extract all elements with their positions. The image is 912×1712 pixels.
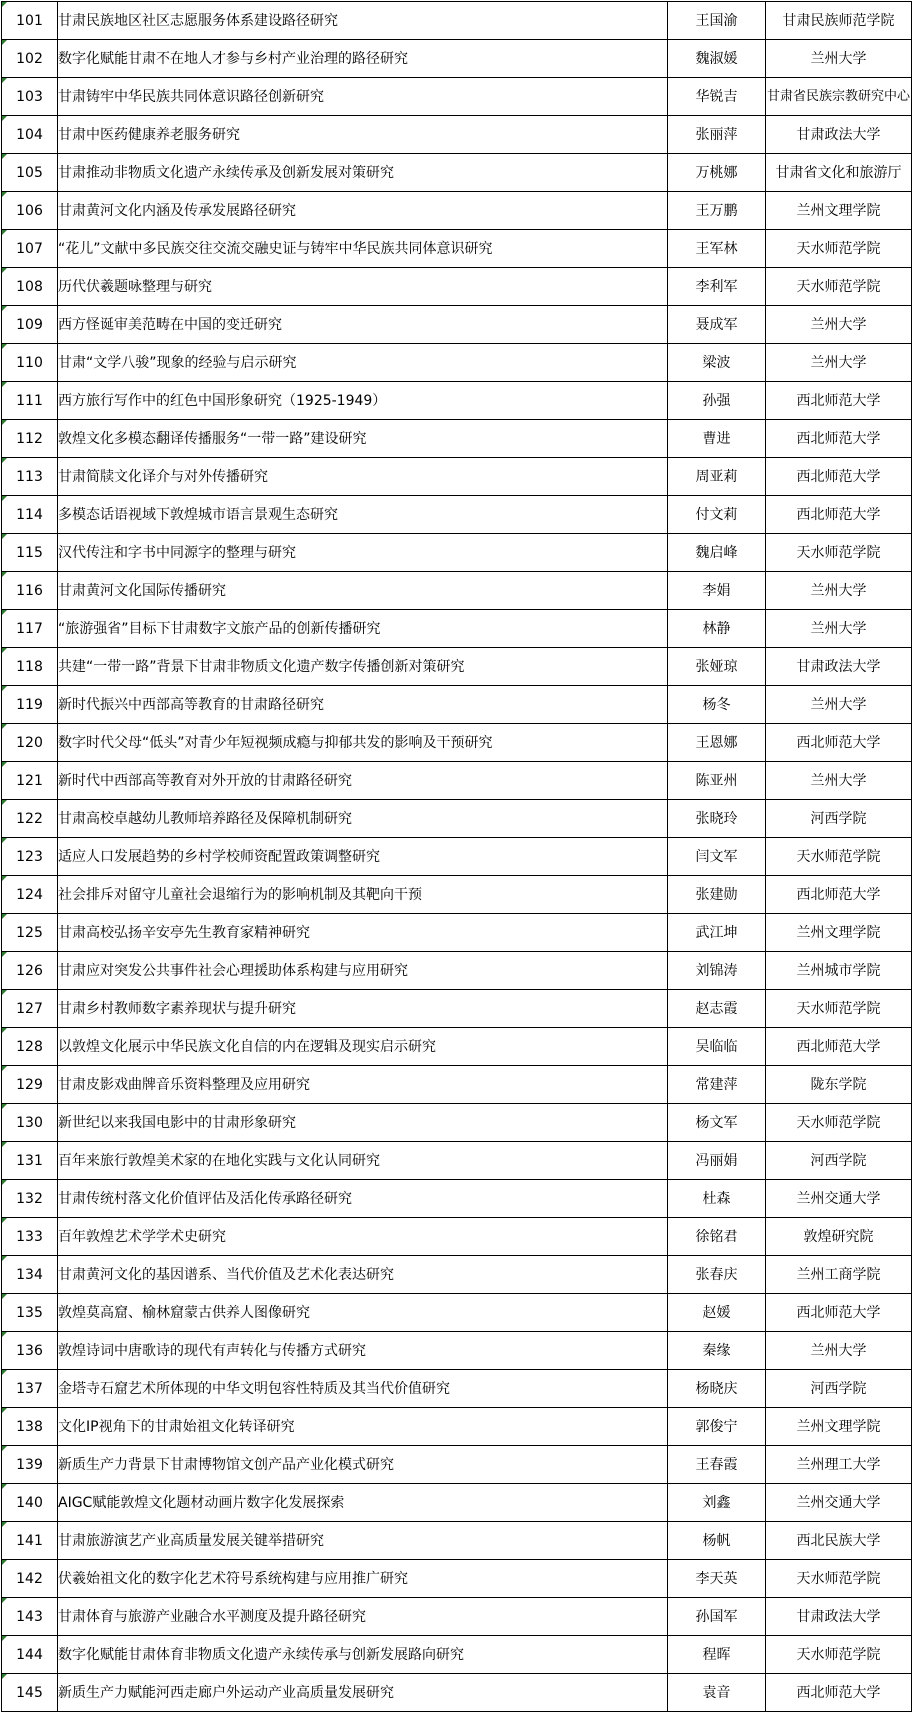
project-leader: 杨晓庆 <box>668 1370 766 1408</box>
project-leader: 张春庆 <box>668 1256 766 1294</box>
row-number: 138 <box>2 1408 58 1446</box>
project-title: 甘肃体育与旅游产业融合水平测度及提升路径研究 <box>58 1598 668 1636</box>
row-number: 104 <box>2 116 58 154</box>
affiliation: 天水师范学院 <box>766 268 912 306</box>
row-number: 132 <box>2 1180 58 1218</box>
row-number: 116 <box>2 572 58 610</box>
project-leader: 华锐吉 <box>668 78 766 116</box>
project-title: 社会排斥对留守儿童社会退缩行为的影响机制及其靶向干预 <box>58 876 668 914</box>
project-leader: 王春霞 <box>668 1446 766 1484</box>
project-leader: 张丽萍 <box>668 116 766 154</box>
row-number: 124 <box>2 876 58 914</box>
table-row <box>2 2 912 40</box>
table-row <box>2 1370 912 1408</box>
project-leader: 杨文军 <box>668 1104 766 1142</box>
project-list-table <box>1 1 912 1712</box>
row-number: 137 <box>2 1370 58 1408</box>
row-number: 108 <box>2 268 58 306</box>
table-row <box>2 1256 912 1294</box>
table-row <box>2 1180 912 1218</box>
table-row <box>2 78 912 116</box>
project-leader: 吴临临 <box>668 1028 766 1066</box>
project-leader: 王国渝 <box>668 2 766 40</box>
project-leader: 万桃娜 <box>668 154 766 192</box>
row-number: 136 <box>2 1332 58 1370</box>
project-leader: 杨冬 <box>668 686 766 724</box>
project-leader: 林静 <box>668 610 766 648</box>
row-number: 120 <box>2 724 58 762</box>
project-leader: 王恩娜 <box>668 724 766 762</box>
project-leader: 李利军 <box>668 268 766 306</box>
row-number: 113 <box>2 458 58 496</box>
affiliation: 兰州大学 <box>766 306 912 344</box>
project-title: 新时代中西部高等教育对外开放的甘肃路径研究 <box>58 762 668 800</box>
affiliation: 兰州文理学院 <box>766 192 912 230</box>
project-leader: 郭俊宁 <box>668 1408 766 1446</box>
affiliation: 敦煌研究院 <box>766 1218 912 1256</box>
project-title: 适应人口发展趋势的乡村学校师资配置政策调整研究 <box>58 838 668 876</box>
project-title: 甘肃乡村教师数字素养现状与提升研究 <box>58 990 668 1028</box>
table-row <box>2 1104 912 1142</box>
project-leader: 梁波 <box>668 344 766 382</box>
project-leader: 袁音 <box>668 1674 766 1712</box>
project-leader: 李娟 <box>668 572 766 610</box>
row-number: 145 <box>2 1674 58 1712</box>
affiliation: 西北师范大学 <box>766 724 912 762</box>
project-title: AIGC赋能敦煌文化题材动画片数字化发展探索 <box>58 1484 668 1522</box>
project-leader: 王万鹏 <box>668 192 766 230</box>
project-title: 甘肃传统村落文化价值评估及活化传承路径研究 <box>58 1180 668 1218</box>
project-title: 金塔寺石窟艺术所体现的中华文明包容性特质及其当代价值研究 <box>58 1370 668 1408</box>
affiliation: 天水师范学院 <box>766 990 912 1028</box>
table-row <box>2 420 912 458</box>
affiliation: 西北师范大学 <box>766 1028 912 1066</box>
table-row <box>2 192 912 230</box>
project-title: 伏羲始祖文化的数字化艺术符号系统构建与应用推广研究 <box>58 1560 668 1598</box>
row-number: 134 <box>2 1256 58 1294</box>
project-leader: 张建勋 <box>668 876 766 914</box>
project-title: 新世纪以来我国电影中的甘肃形象研究 <box>58 1104 668 1142</box>
project-title: 多模态话语视域下敦煌城市语言景观生态研究 <box>58 496 668 534</box>
row-number: 111 <box>2 382 58 420</box>
table-row <box>2 1484 912 1522</box>
project-leader: 常建萍 <box>668 1066 766 1104</box>
project-title: 新时代振兴中西部高等教育的甘肃路径研究 <box>58 686 668 724</box>
affiliation: 兰州大学 <box>766 572 912 610</box>
affiliation: 甘肃省民族宗教研究中心 <box>766 78 912 116</box>
affiliation: 兰州理工大学 <box>766 1446 912 1484</box>
affiliation: 天水师范学院 <box>766 534 912 572</box>
row-number: 125 <box>2 914 58 952</box>
table-row <box>2 230 912 268</box>
project-leader: 魏淑媛 <box>668 40 766 78</box>
table-row <box>2 952 912 990</box>
row-number: 130 <box>2 1104 58 1142</box>
row-number: 126 <box>2 952 58 990</box>
project-leader: 王军林 <box>668 230 766 268</box>
table-row <box>2 1560 912 1598</box>
project-title: 甘肃应对突发公共事件社会心理援助体系构建与应用研究 <box>58 952 668 990</box>
row-number: 109 <box>2 306 58 344</box>
row-number: 140 <box>2 1484 58 1522</box>
row-number: 117 <box>2 610 58 648</box>
affiliation: 天水师范学院 <box>766 230 912 268</box>
affiliation: 河西学院 <box>766 800 912 838</box>
project-title: 甘肃民族地区社区志愿服务体系建设路径研究 <box>58 2 668 40</box>
affiliation: 兰州大学 <box>766 1332 912 1370</box>
affiliation: 西北师范大学 <box>766 420 912 458</box>
table-row <box>2 610 912 648</box>
row-number: 107 <box>2 230 58 268</box>
table-row <box>2 344 912 382</box>
project-title: 新质生产力赋能河西走廊户外运动产业高质量发展研究 <box>58 1674 668 1712</box>
table-row <box>2 990 912 1028</box>
project-leader: 孙强 <box>668 382 766 420</box>
project-leader: 张娅琼 <box>668 648 766 686</box>
table-row <box>2 800 912 838</box>
project-title: 甘肃皮影戏曲牌音乐资料整理及应用研究 <box>58 1066 668 1104</box>
table-row <box>2 268 912 306</box>
project-title: 甘肃推动非物质文化遗产永续传承及创新发展对策研究 <box>58 154 668 192</box>
table-row <box>2 686 912 724</box>
affiliation: 天水师范学院 <box>766 1560 912 1598</box>
affiliation: 兰州交通大学 <box>766 1180 912 1218</box>
project-title: 甘肃黄河文化国际传播研究 <box>58 572 668 610</box>
project-leader: 刘锦涛 <box>668 952 766 990</box>
project-title: 甘肃简牍文化译介与对外传播研究 <box>58 458 668 496</box>
table-row <box>2 914 912 952</box>
project-leader: 闫文军 <box>668 838 766 876</box>
affiliation: 河西学院 <box>766 1370 912 1408</box>
affiliation: 西北师范大学 <box>766 458 912 496</box>
row-number: 144 <box>2 1636 58 1674</box>
table-row <box>2 458 912 496</box>
project-title: 文化IP视角下的甘肃始祖文化转译研究 <box>58 1408 668 1446</box>
affiliation: 兰州文理学院 <box>766 1408 912 1446</box>
project-leader: 魏启峰 <box>668 534 766 572</box>
table-row <box>2 534 912 572</box>
row-number: 131 <box>2 1142 58 1180</box>
table-row <box>2 572 912 610</box>
affiliation: 甘肃省文化和旅游厅 <box>766 154 912 192</box>
project-leader: 杨帆 <box>668 1522 766 1560</box>
project-leader: 杜森 <box>668 1180 766 1218</box>
project-title: 西方怪诞审美范畴在中国的变迁研究 <box>58 306 668 344</box>
project-title: 共建“一带一路”背景下甘肃非物质文化遗产数字传播创新对策研究 <box>58 648 668 686</box>
project-leader: 冯丽娟 <box>668 1142 766 1180</box>
table-row <box>2 648 912 686</box>
affiliation: 甘肃政法大学 <box>766 648 912 686</box>
table-row <box>2 1066 912 1104</box>
row-number: 122 <box>2 800 58 838</box>
project-title: 百年敦煌艺术学学术史研究 <box>58 1218 668 1256</box>
row-number: 115 <box>2 534 58 572</box>
affiliation: 兰州文理学院 <box>766 914 912 952</box>
project-title: 历代伏羲题咏整理与研究 <box>58 268 668 306</box>
table-row <box>2 876 912 914</box>
affiliation: 西北民族大学 <box>766 1522 912 1560</box>
affiliation: 兰州城市学院 <box>766 952 912 990</box>
project-title: 敦煌莫高窟、榆林窟蒙古供养人图像研究 <box>58 1294 668 1332</box>
table-row <box>2 1142 912 1180</box>
project-title: 数字化赋能甘肃体育非物质文化遗产永续传承与创新发展路向研究 <box>58 1636 668 1674</box>
row-number: 135 <box>2 1294 58 1332</box>
project-leader: 程晖 <box>668 1636 766 1674</box>
project-leader: 曹进 <box>668 420 766 458</box>
affiliation: 西北师范大学 <box>766 1674 912 1712</box>
affiliation: 兰州交通大学 <box>766 1484 912 1522</box>
project-title: 甘肃中医药健康养老服务研究 <box>58 116 668 154</box>
row-number: 141 <box>2 1522 58 1560</box>
table-row <box>2 1218 912 1256</box>
row-number: 114 <box>2 496 58 534</box>
project-leader: 徐铭君 <box>668 1218 766 1256</box>
project-title: 新质生产力背景下甘肃博物馆文创产品产业化模式研究 <box>58 1446 668 1484</box>
affiliation: 兰州大学 <box>766 686 912 724</box>
project-leader: 赵媛 <box>668 1294 766 1332</box>
project-leader: 张晓玲 <box>668 800 766 838</box>
project-title: 敦煌诗词中唐歌诗的现代有声转化与传播方式研究 <box>58 1332 668 1370</box>
row-number: 121 <box>2 762 58 800</box>
project-title: 甘肃“文学八骏”现象的经验与启示研究 <box>58 344 668 382</box>
affiliation: 西北师范大学 <box>766 496 912 534</box>
project-leader: 付文莉 <box>668 496 766 534</box>
row-number: 119 <box>2 686 58 724</box>
row-number: 123 <box>2 838 58 876</box>
table-row <box>2 40 912 78</box>
project-leader: 武江坤 <box>668 914 766 952</box>
project-title: 数字化赋能甘肃不在地人才参与乡村产业治理的路径研究 <box>58 40 668 78</box>
project-title: 甘肃铸牢中华民族共同体意识路径创新研究 <box>58 78 668 116</box>
table-row <box>2 838 912 876</box>
row-number: 143 <box>2 1598 58 1636</box>
project-title: 甘肃黄河文化的基因谱系、当代价值及艺术化表达研究 <box>58 1256 668 1294</box>
affiliation: 甘肃民族师范学院 <box>766 2 912 40</box>
row-number: 142 <box>2 1560 58 1598</box>
table-row <box>2 154 912 192</box>
table-row <box>2 1636 912 1674</box>
project-title: 以敦煌文化展示中华民族文化自信的内在逻辑及现实启示研究 <box>58 1028 668 1066</box>
affiliation: 兰州大学 <box>766 40 912 78</box>
row-number: 139 <box>2 1446 58 1484</box>
row-number: 112 <box>2 420 58 458</box>
table-row <box>2 306 912 344</box>
project-leader: 赵志霞 <box>668 990 766 1028</box>
row-number: 105 <box>2 154 58 192</box>
project-title: 甘肃黄河文化内涵及传承发展路径研究 <box>58 192 668 230</box>
affiliation: 西北师范大学 <box>766 876 912 914</box>
row-number: 102 <box>2 40 58 78</box>
affiliation: 甘肃政法大学 <box>766 1598 912 1636</box>
table-row <box>2 1408 912 1446</box>
affiliation: 天水师范学院 <box>766 1104 912 1142</box>
project-list-body <box>2 2 912 1712</box>
row-number: 103 <box>2 78 58 116</box>
project-title: 甘肃高校弘扬辛安亭先生教育家精神研究 <box>58 914 668 952</box>
project-title: 敦煌文化多模态翻译传播服务“一带一路”建设研究 <box>58 420 668 458</box>
project-title: 汉代传注和字书中同源字的整理与研究 <box>58 534 668 572</box>
affiliation: 天水师范学院 <box>766 838 912 876</box>
project-title: “花儿”文献中多民族交往交流交融史证与铸牢中华民族共同体意识研究 <box>58 230 668 268</box>
affiliation: 天水师范学院 <box>766 1636 912 1674</box>
row-number: 127 <box>2 990 58 1028</box>
table-row <box>2 1028 912 1066</box>
table-row <box>2 116 912 154</box>
table-row <box>2 1598 912 1636</box>
row-number: 129 <box>2 1066 58 1104</box>
project-title: 甘肃旅游演艺产业高质量发展关键举措研究 <box>58 1522 668 1560</box>
row-number: 128 <box>2 1028 58 1066</box>
table-row <box>2 1294 912 1332</box>
project-leader: 聂成军 <box>668 306 766 344</box>
row-number: 110 <box>2 344 58 382</box>
table-row <box>2 762 912 800</box>
table-row <box>2 382 912 420</box>
table-row <box>2 724 912 762</box>
affiliation: 陇东学院 <box>766 1066 912 1104</box>
affiliation: 西北师范大学 <box>766 1294 912 1332</box>
row-number: 106 <box>2 192 58 230</box>
row-number: 118 <box>2 648 58 686</box>
project-leader: 周亚莉 <box>668 458 766 496</box>
table-row <box>2 496 912 534</box>
affiliation: 河西学院 <box>766 1142 912 1180</box>
table-row <box>2 1522 912 1560</box>
project-leader: 刘鑫 <box>668 1484 766 1522</box>
affiliation: 兰州大学 <box>766 610 912 648</box>
affiliation: 西北师范大学 <box>766 382 912 420</box>
project-leader: 孙国军 <box>668 1598 766 1636</box>
table-row <box>2 1674 912 1712</box>
project-title: “旅游强省”目标下甘肃数字文旅产品的创新传播研究 <box>58 610 668 648</box>
project-title: 百年来旅行敦煌美术家的在地化实践与文化认同研究 <box>58 1142 668 1180</box>
affiliation: 兰州大学 <box>766 344 912 382</box>
project-title: 甘肃高校卓越幼儿教师培养路径及保障机制研究 <box>58 800 668 838</box>
table-row <box>2 1446 912 1484</box>
project-title: 数字时代父母“低头”对青少年短视频成瘾与抑郁共发的影响及干预研究 <box>58 724 668 762</box>
row-number: 133 <box>2 1218 58 1256</box>
project-leader: 陈亚州 <box>668 762 766 800</box>
project-title: 西方旅行写作中的红色中国形象研究（1925-1949） <box>58 382 668 420</box>
project-leader: 秦缘 <box>668 1332 766 1370</box>
affiliation: 甘肃政法大学 <box>766 116 912 154</box>
project-leader: 李天英 <box>668 1560 766 1598</box>
table-row <box>2 1332 912 1370</box>
affiliation: 兰州大学 <box>766 762 912 800</box>
row-number: 101 <box>2 2 58 40</box>
affiliation: 兰州工商学院 <box>766 1256 912 1294</box>
